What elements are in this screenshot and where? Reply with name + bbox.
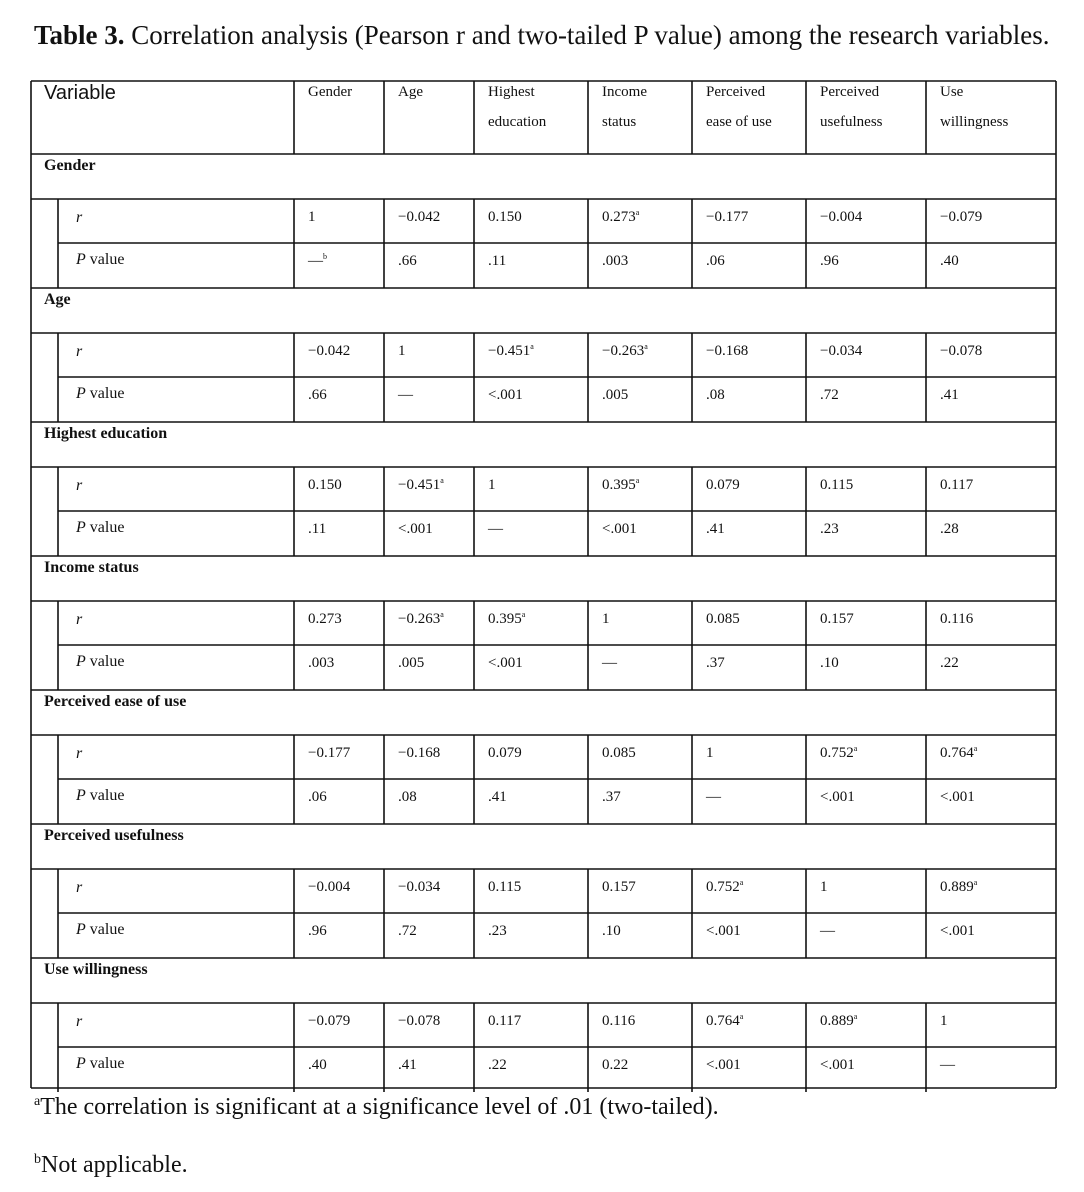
cell-value: −0.042	[308, 343, 351, 359]
cell-value: 0.764	[706, 1013, 740, 1029]
column-header-line1: Perceived	[820, 84, 880, 100]
p-value-cell	[602, 246, 628, 276]
r-symbol: r	[76, 1013, 83, 1030]
cell-value: .40	[308, 1057, 327, 1073]
cell-value: 0.116	[940, 611, 974, 627]
p-value-cell	[602, 916, 621, 946]
r-value-cell	[308, 336, 350, 366]
cell-value: .37	[602, 789, 621, 805]
p-value-cell	[602, 782, 621, 812]
p-value-cell	[820, 648, 839, 678]
r-value-cell	[308, 1006, 350, 1036]
cell-value: 1	[820, 879, 828, 895]
column-header-line2: ease of use	[706, 114, 772, 130]
cell-value: 0.116	[602, 1013, 636, 1029]
r-value-cell	[602, 1006, 635, 1036]
r-value-cell	[940, 202, 982, 232]
cell-value: .22	[940, 655, 959, 671]
r-value-cell	[308, 872, 350, 902]
cell-value: —	[308, 253, 323, 269]
p-value-cell	[488, 514, 503, 544]
cell-value: .003	[308, 655, 335, 671]
cell-value: .11	[488, 253, 507, 269]
cell-value: 0.079	[706, 477, 740, 493]
p-value-cell	[398, 916, 417, 946]
p-value-cell	[940, 246, 959, 276]
r-value-cell	[488, 202, 522, 232]
column-header-line1: Use	[940, 84, 964, 100]
group-label: Highest education	[44, 425, 168, 442]
footnote-marker: a	[973, 878, 978, 887]
column-header-line1: Income	[602, 84, 647, 100]
r-value-cell	[820, 336, 862, 366]
group-label: Gender	[44, 157, 96, 174]
r-row-label	[76, 343, 82, 361]
r-value-cell	[308, 738, 350, 768]
cell-value: 0.395	[488, 611, 522, 627]
r-value-cell	[940, 336, 982, 366]
r-value-cell	[488, 872, 521, 902]
p-value-cell	[488, 246, 506, 276]
footnote-b-text: Not applicable.	[41, 1152, 188, 1178]
cell-value: 0.752	[706, 879, 740, 895]
p-value-cell	[308, 782, 327, 812]
cell-value: −0.177	[308, 745, 351, 761]
p-value-cell	[488, 380, 523, 410]
r-value-cell	[820, 470, 853, 500]
r-symbol: r	[76, 209, 83, 226]
r-symbol: r	[76, 343, 83, 360]
r-value-cell	[308, 604, 342, 634]
r-value-cell	[706, 202, 748, 232]
r-value-cell	[706, 872, 743, 902]
p-value-cell	[706, 916, 741, 946]
cell-value: −0.004	[820, 209, 863, 225]
column-header-line1: Perceived	[706, 84, 766, 100]
p-value-cell	[940, 380, 959, 410]
cell-value: 0.752	[820, 745, 854, 761]
cell-value: 1	[308, 209, 316, 225]
cell-value: —	[940, 1057, 955, 1073]
r-value-cell	[398, 604, 444, 634]
p-row-label	[76, 251, 124, 269]
cell-value: 0.117	[940, 477, 974, 493]
p-label-text: value	[85, 921, 125, 938]
p-value-cell	[308, 916, 327, 946]
cell-value: .37	[706, 655, 725, 671]
r-row-label	[76, 879, 82, 897]
r-value-cell	[706, 604, 740, 634]
r-row-label	[76, 745, 82, 763]
cell-value: 0.157	[820, 611, 854, 627]
p-value-cell	[820, 916, 835, 946]
r-value-cell	[940, 872, 977, 902]
r-value-cell	[602, 202, 639, 232]
column-header	[940, 77, 1008, 137]
column-header	[488, 77, 546, 137]
cell-value: 0.115	[820, 477, 854, 493]
p-row-label	[76, 1055, 124, 1073]
cell-value: <.001	[488, 655, 523, 671]
group-label: Perceived ease of use	[44, 693, 187, 710]
footnote-a	[34, 1094, 719, 1121]
cell-value: <.001	[488, 387, 523, 403]
column-header-line1: Age	[398, 84, 423, 100]
r-value-cell	[398, 202, 440, 232]
r-value-cell	[820, 202, 862, 232]
cell-value: −0.263	[398, 611, 441, 627]
cell-value: 1	[398, 343, 406, 359]
p-value-cell	[940, 514, 959, 544]
footnote-a-text: The correlation is significant at a significance level of .01 (two-tailed).	[40, 1094, 719, 1120]
p-value-cell	[820, 1050, 855, 1080]
r-value-cell	[706, 1006, 743, 1036]
p-value-cell	[706, 782, 721, 812]
p-value-cell	[820, 380, 839, 410]
cell-value: —	[398, 387, 413, 403]
r-value-cell	[488, 738, 522, 768]
p-value-cell	[488, 916, 507, 946]
r-value-cell	[398, 336, 406, 366]
footnote-marker: a	[521, 610, 526, 619]
variable-column-header: Variable	[44, 82, 116, 104]
p-value-cell	[398, 246, 417, 276]
p-value-cell	[940, 648, 959, 678]
r-value-cell	[706, 336, 748, 366]
p-value-cell	[488, 782, 507, 812]
cell-value: —	[820, 923, 835, 939]
cell-value: 0.085	[706, 611, 740, 627]
cell-value: 0.764	[940, 745, 974, 761]
cell-value: 0.273	[602, 209, 636, 225]
cell-value: −0.004	[308, 879, 351, 895]
footnote-marker: a	[530, 342, 534, 351]
group-label: Income status	[44, 559, 139, 576]
table-caption: Correlation analysis (Pearson r and two-tailed P value) among the research variables.	[131, 20, 1050, 50]
r-row-label	[76, 1013, 82, 1031]
column-header-line1: Highest	[488, 84, 535, 100]
r-value-cell	[820, 872, 828, 902]
footnote-marker: a	[739, 878, 744, 887]
r-value-cell	[488, 470, 496, 500]
r-row-label	[76, 209, 82, 227]
footnote-marker: a	[973, 744, 978, 753]
cell-value: .10	[820, 655, 839, 671]
r-value-cell	[398, 470, 444, 500]
footnote-a-mark: a	[34, 1094, 41, 1109]
p-symbol: P	[76, 1055, 86, 1072]
footnote-b-mark: b	[34, 1152, 41, 1167]
r-value-cell	[940, 1006, 948, 1036]
p-value-cell	[398, 782, 417, 812]
cell-value: .22	[488, 1057, 507, 1073]
r-value-cell	[820, 604, 854, 634]
cell-value: 0.395	[602, 477, 636, 493]
cell-value: .06	[706, 253, 725, 269]
cell-value: 0.889	[940, 879, 974, 895]
column-header-line2: status	[602, 114, 637, 130]
column-header	[398, 77, 423, 107]
cell-value: 0.889	[820, 1013, 854, 1029]
r-value-cell	[398, 872, 440, 902]
p-value-cell	[820, 246, 839, 276]
r-row-label	[76, 611, 82, 629]
cell-value: <.001	[820, 1057, 855, 1073]
cell-value: 0.150	[308, 477, 342, 493]
group-label: Use willingness	[44, 961, 148, 978]
p-value-cell	[820, 782, 855, 812]
cell-value: —	[706, 789, 721, 805]
cell-value: .41	[398, 1057, 417, 1073]
p-value-cell	[706, 648, 725, 678]
p-symbol: P	[76, 519, 86, 536]
p-value-cell	[940, 1050, 955, 1080]
r-value-cell	[308, 202, 316, 232]
r-symbol: r	[76, 745, 83, 762]
p-row-label	[76, 921, 124, 939]
cell-value: −0.451	[398, 477, 441, 493]
p-value-cell	[308, 648, 334, 678]
cell-value: 0.150	[488, 209, 522, 225]
r-value-cell	[488, 604, 525, 634]
p-symbol: P	[76, 921, 86, 938]
r-value-cell	[602, 470, 639, 500]
footnote-marker: a	[440, 610, 444, 619]
r-value-cell	[488, 336, 534, 366]
cell-value: 0.115	[488, 879, 522, 895]
cell-value: <.001	[820, 789, 855, 805]
p-value-cell	[706, 514, 725, 544]
cell-value: 0.079	[488, 745, 522, 761]
cell-value: .005	[398, 655, 425, 671]
p-row-label	[76, 653, 124, 671]
p-label-text: value	[85, 385, 125, 402]
cell-value: 0.085	[602, 745, 636, 761]
cell-value: −0.451	[488, 343, 531, 359]
p-value-cell	[488, 1050, 507, 1080]
p-value-cell	[398, 514, 433, 544]
cell-value: <.001	[706, 1057, 741, 1073]
cell-value: .66	[398, 253, 417, 269]
cell-value: <.001	[940, 789, 975, 805]
cell-value: .28	[940, 521, 959, 537]
p-value-cell	[398, 648, 424, 678]
cell-value: −0.263	[602, 343, 645, 359]
footnote-marker: a	[853, 744, 858, 753]
cell-value: .23	[488, 923, 507, 939]
cell-value: 1	[940, 1013, 948, 1029]
cell-value: —	[602, 655, 617, 671]
p-value-cell	[602, 380, 628, 410]
p-symbol: P	[76, 653, 86, 670]
cell-value: −0.177	[706, 209, 749, 225]
r-symbol: r	[76, 477, 83, 494]
r-value-cell	[398, 1006, 440, 1036]
cell-value: 0.157	[602, 879, 636, 895]
p-row-label	[76, 787, 124, 805]
r-value-cell	[940, 604, 973, 634]
footnote-marker: a	[635, 476, 640, 485]
p-label-text: value	[85, 1055, 125, 1072]
p-value-cell	[602, 514, 637, 544]
column-header	[706, 77, 772, 137]
column-header-line2: willingness	[940, 114, 1009, 130]
cell-value: <.001	[602, 521, 637, 537]
group-label: Age	[44, 291, 71, 308]
r-value-cell	[706, 470, 740, 500]
cell-value: .08	[398, 789, 417, 805]
cell-value: .66	[308, 387, 327, 403]
cell-value: 0.22	[602, 1057, 629, 1073]
r-value-cell	[940, 470, 973, 500]
r-symbol: r	[76, 611, 83, 628]
r-value-cell	[820, 738, 857, 768]
cell-value: .40	[940, 253, 959, 269]
p-symbol: P	[76, 251, 86, 268]
cell-value: —	[488, 521, 503, 537]
r-value-cell	[820, 1006, 857, 1036]
p-value-cell	[398, 1050, 417, 1080]
column-header	[308, 77, 352, 107]
footnote-marker: a	[440, 476, 444, 485]
p-value-cell	[602, 1050, 628, 1080]
r-value-cell	[398, 738, 440, 768]
cell-value: .23	[820, 521, 839, 537]
p-symbol: P	[76, 787, 86, 804]
cell-value: 1	[602, 611, 610, 627]
p-value-cell	[308, 380, 327, 410]
p-value-cell	[820, 514, 839, 544]
cell-value: −0.034	[398, 879, 441, 895]
p-value-cell	[706, 246, 725, 276]
cell-value: .72	[820, 387, 839, 403]
p-value-cell	[940, 916, 975, 946]
cell-value: .10	[602, 923, 621, 939]
p-value-cell	[706, 380, 725, 410]
cell-value: <.001	[940, 923, 975, 939]
column-header	[820, 77, 883, 137]
r-value-cell	[602, 604, 610, 634]
p-value-cell	[602, 648, 617, 678]
group-label: Perceived usefulness	[44, 827, 184, 844]
cell-value: .08	[706, 387, 725, 403]
table-number: Table 3.	[34, 20, 125, 50]
p-label-text: value	[85, 787, 125, 804]
cell-value: 1	[706, 745, 714, 761]
p-label-text: value	[85, 653, 125, 670]
cell-value: <.001	[706, 923, 741, 939]
cell-value: .41	[488, 789, 507, 805]
p-label-text: value	[85, 251, 125, 268]
cell-value: .72	[398, 923, 417, 939]
r-value-cell	[308, 470, 342, 500]
r-value-cell	[602, 336, 648, 366]
cell-value: .41	[706, 521, 725, 537]
cell-value: −0.078	[940, 343, 983, 359]
p-value-cell	[398, 380, 413, 410]
cell-value: −0.079	[940, 209, 983, 225]
column-header-line1: Gender	[308, 84, 353, 100]
cell-value: .06	[308, 789, 327, 805]
cell-value: .003	[602, 253, 629, 269]
cell-value: 0.117	[488, 1013, 522, 1029]
r-value-cell	[940, 738, 977, 768]
cell-value: <.001	[398, 521, 433, 537]
cell-value: 0.273	[308, 611, 342, 627]
cell-value: −0.078	[398, 1013, 441, 1029]
p-value-cell	[308, 514, 326, 544]
cell-value: −0.042	[398, 209, 441, 225]
footnote-b	[34, 1152, 188, 1179]
cell-value: .005	[602, 387, 629, 403]
cell-value: .96	[820, 253, 839, 269]
table-title	[34, 20, 1049, 51]
column-header	[602, 77, 647, 137]
p-row-label	[76, 385, 124, 403]
footnote-marker: a	[635, 208, 640, 217]
r-value-cell	[488, 1006, 521, 1036]
cell-value: −0.034	[820, 343, 863, 359]
p-symbol: P	[76, 385, 86, 402]
footnote-marker: a	[739, 1012, 744, 1021]
footnote-marker: a	[853, 1012, 858, 1021]
r-value-cell	[602, 738, 636, 768]
cell-value: −0.168	[706, 343, 749, 359]
cell-value: −0.079	[308, 1013, 351, 1029]
cell-value: 1	[488, 477, 496, 493]
p-value-cell	[706, 1050, 741, 1080]
p-row-label	[76, 519, 124, 537]
cell-value: .11	[308, 521, 327, 537]
footnote-marker: b	[323, 252, 327, 261]
p-label-text: value	[85, 519, 125, 536]
p-value-cell	[308, 1050, 327, 1080]
cell-value: .96	[308, 923, 327, 939]
r-value-cell	[602, 872, 636, 902]
p-value-cell	[940, 782, 975, 812]
p-value-cell	[308, 246, 327, 276]
column-header-line2: usefulness	[820, 114, 883, 130]
r-symbol: r	[76, 879, 83, 896]
footnote-marker: a	[644, 342, 648, 351]
r-row-label	[76, 477, 82, 495]
cell-value: −0.168	[398, 745, 441, 761]
p-value-cell	[488, 648, 523, 678]
r-value-cell	[706, 738, 714, 768]
column-header-line2: education	[488, 114, 547, 130]
cell-value: .41	[940, 387, 959, 403]
